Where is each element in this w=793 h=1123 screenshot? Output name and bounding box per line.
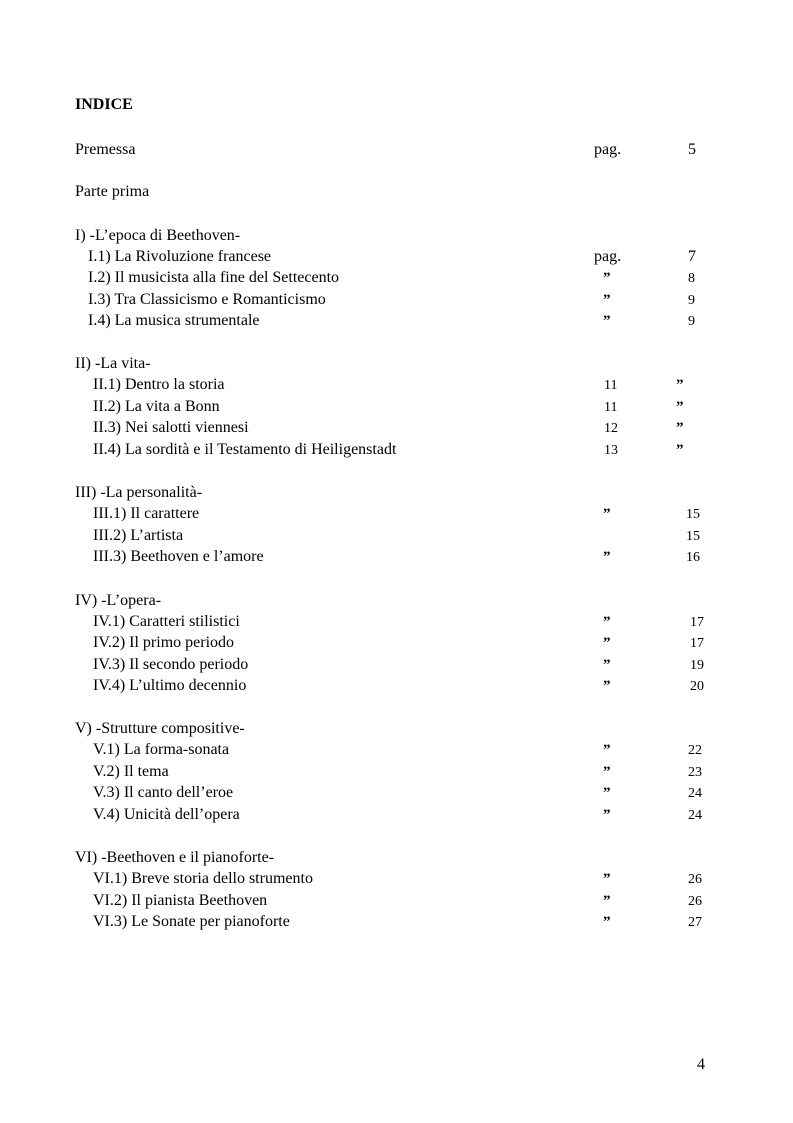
ditto-mark: ” bbox=[603, 764, 611, 780]
ditto-mark: ” bbox=[603, 785, 611, 801]
ditto-mark: ” bbox=[603, 270, 611, 286]
ditto-mark: ” bbox=[603, 549, 611, 565]
premessa-pag: pag. bbox=[594, 141, 622, 158]
page-number: 4 bbox=[697, 1056, 705, 1073]
ditto-mark: ” bbox=[603, 807, 611, 823]
toc-entry-page: 24 bbox=[688, 786, 702, 801]
ditto-mark: ” bbox=[603, 893, 611, 909]
toc-entry-label: III.3) Beethoven e l’amore bbox=[93, 548, 264, 565]
toc-entry-page: 23 bbox=[688, 765, 702, 780]
toc-entry-label: II.1) Dentro la storia bbox=[93, 376, 225, 393]
toc-entry-label: IV.1) Caratteri stilistici bbox=[93, 613, 240, 630]
toc-entry-label: I.4) La musica strumentale bbox=[88, 312, 260, 329]
toc-entry-label: IV.4) L’ultimo decennio bbox=[93, 677, 247, 694]
ditto-mark: ” bbox=[603, 914, 611, 930]
toc-entry-page: 13 bbox=[604, 443, 618, 458]
toc-entry-label: VI.1) Breve storia dello strumento bbox=[93, 870, 313, 887]
parte-prima: Parte prima bbox=[75, 183, 150, 200]
toc-entry-page: 7 bbox=[688, 248, 696, 265]
toc-entry-label: V.3) Il canto dell’eroe bbox=[93, 784, 234, 801]
section-heading: III) -La personalità- bbox=[75, 484, 203, 501]
toc-entry-page: 16 bbox=[686, 550, 700, 565]
ditto-mark: ” bbox=[603, 506, 611, 522]
section-heading: VI) -Beethoven e il pianoforte- bbox=[75, 849, 275, 866]
toc-entry-label: V.2) Il tema bbox=[93, 763, 169, 780]
toc-entry-label: II.4) La sordità e il Testamento di Heiligenstadt bbox=[93, 441, 397, 458]
ditto-mark: ” bbox=[603, 678, 611, 694]
toc-entry-label: I.3) Tra Classicismo e Romanticismo bbox=[88, 291, 326, 308]
toc-entry-page: 12 bbox=[604, 421, 618, 436]
toc-entry-label: IV.3) Il secondo periodo bbox=[93, 656, 249, 673]
premessa-label: Premessa bbox=[75, 141, 136, 158]
ditto-mark: ” bbox=[603, 657, 611, 673]
ditto-mark: ” bbox=[676, 442, 684, 458]
toc-entry-label: I.1) La Rivoluzione francese bbox=[88, 248, 272, 265]
toc-entry-label: II.2) La vita a Bonn bbox=[93, 398, 220, 415]
toc-entry-label: V.4) Unicità dell’opera bbox=[93, 806, 240, 823]
toc-entry-page: 15 bbox=[686, 507, 700, 522]
ditto-mark: ” bbox=[603, 742, 611, 758]
toc-entry-label: II.3) Nei salotti viennesi bbox=[93, 419, 249, 436]
toc-entry-page: 9 bbox=[688, 293, 695, 308]
ditto-mark: ” bbox=[603, 871, 611, 887]
toc-entry-page: 11 bbox=[604, 400, 618, 415]
ditto-mark: ” bbox=[603, 292, 611, 308]
ditto-mark: ” bbox=[603, 635, 611, 651]
section-heading: I) -L’epoca di Beethoven- bbox=[75, 227, 241, 244]
premessa-page: 5 bbox=[688, 141, 696, 158]
toc-entry-label: VI.3) Le Sonate per pianoforte bbox=[93, 913, 290, 930]
section-heading: IV) -L’opera- bbox=[75, 592, 162, 609]
ditto-mark: ” bbox=[676, 399, 684, 415]
toc-entry-page: 26 bbox=[688, 872, 702, 887]
toc-entry-label: III.1) Il carattere bbox=[93, 505, 200, 522]
toc-entry-label: III.2) L’artista bbox=[93, 527, 184, 544]
toc-entry-page: 17 bbox=[690, 636, 704, 651]
toc-entry-page: 24 bbox=[688, 808, 702, 823]
toc-entry-page: 20 bbox=[690, 679, 704, 694]
section-heading: V) -Strutture compositive- bbox=[75, 720, 245, 737]
toc-entry-page: 15 bbox=[686, 529, 700, 544]
toc-entry-label: IV.2) Il primo periodo bbox=[93, 634, 235, 651]
index-title: INDICE bbox=[75, 96, 133, 113]
toc-entry-label: V.1) La forma-sonata bbox=[93, 741, 230, 758]
toc-entry-page: 17 bbox=[690, 615, 704, 630]
ditto-mark: ” bbox=[603, 614, 611, 630]
toc-entry-label: I.2) Il musicista alla fine del Settecento bbox=[88, 269, 340, 286]
toc-entry-page: 9 bbox=[688, 314, 695, 329]
toc-entry-page: 22 bbox=[688, 743, 702, 758]
toc-entry-page: 27 bbox=[688, 915, 702, 930]
toc-entry-page: 8 bbox=[688, 271, 695, 286]
toc-entry-pag: pag. bbox=[594, 248, 622, 265]
ditto-mark: ” bbox=[603, 313, 611, 329]
ditto-mark: ” bbox=[676, 420, 684, 436]
toc-entry-page: 26 bbox=[688, 894, 702, 909]
toc-entry-label: VI.2) Il pianista Beethoven bbox=[93, 892, 268, 909]
ditto-mark: ” bbox=[676, 377, 684, 393]
toc-entry-page: 11 bbox=[604, 378, 618, 393]
section-heading: II) -La vita- bbox=[75, 355, 151, 372]
toc-entry-page: 19 bbox=[690, 658, 704, 673]
